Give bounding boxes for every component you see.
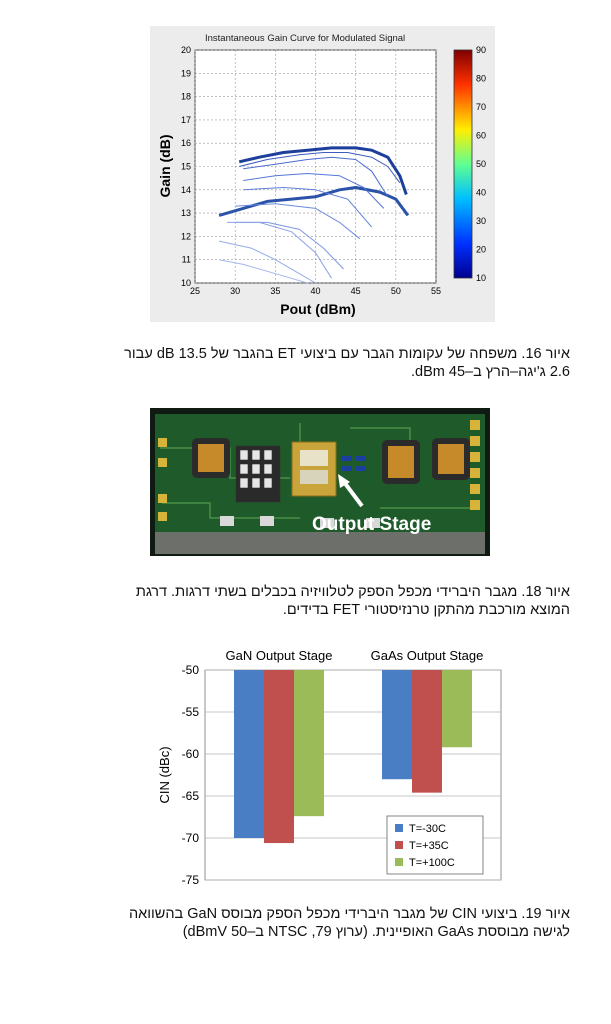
colorbar-tick-label: 70 (476, 102, 487, 112)
gain-curve-chart (150, 26, 495, 322)
colorbar-tick-label: 40 (476, 187, 487, 198)
y-tick-label: 14 (180, 184, 191, 195)
caption-line: איור 18. מגבר היברידי מכפל הספק לטלוויזיה בכבלים בשתי דרגות. דרגת (135, 584, 570, 600)
y-tick-label: 10 (180, 278, 191, 288)
amplifier-board-photo (150, 408, 490, 556)
y-tick-label: 12 (180, 231, 191, 242)
bar (412, 670, 442, 793)
y-tick-label: -55 (181, 705, 199, 719)
y-tick-label: -75 (181, 873, 199, 887)
y-tick-label: 17 (180, 114, 191, 125)
x-tick-label: 55 (430, 286, 442, 296)
y-tick-label: 16 (180, 138, 191, 149)
figure-18-caption (40, 583, 570, 619)
colorbar-tick-label: 80 (476, 73, 487, 84)
x-tick-label: 40 (310, 286, 321, 296)
colorbar-tick-label: 30 (476, 216, 487, 226)
y-tick-label: 20 (180, 45, 191, 55)
colorbar (454, 50, 472, 278)
colorbar-tick-label: 20 (476, 244, 487, 255)
colorbar-tick-label: 10 (476, 273, 487, 283)
y-tick-label: 18 (180, 91, 191, 102)
y-tick-label: 11 (181, 254, 191, 265)
legend-label: T=-30C (409, 823, 446, 835)
legend-label: T=+35C (409, 840, 449, 852)
y-tick-label: -60 (181, 747, 199, 761)
legend (387, 816, 483, 874)
bar (382, 670, 412, 779)
y-axis-label: Gain (dB) (157, 134, 173, 198)
bar (294, 670, 324, 816)
x-tick-label: 50 (390, 286, 401, 296)
category-label: GaN Output Stage (225, 648, 333, 663)
x-tick-label: 30 (230, 286, 241, 296)
x-tick-label: 45 (350, 286, 361, 296)
legend-swatch (395, 824, 403, 832)
y-tick-label: 13 (180, 208, 191, 219)
colorbar-tick-label: 50 (476, 159, 487, 169)
caption-line: 2.6 ג'יגה–הרץ ב–45 dBm. (410, 364, 570, 380)
figure-16-caption (40, 345, 570, 381)
x-tick-label: 35 (270, 286, 281, 296)
bar (264, 670, 294, 843)
inductor (432, 438, 470, 480)
caption-line: איור 19. ביצועי CIN של מגבר היברידי מכפל הספק מבוסס GaN בהשוואה (128, 906, 570, 922)
y-axis-label: CIN (dBc) (157, 746, 172, 804)
category-label: GaAs Output Stage (370, 648, 484, 663)
legend-label: T=+100C (409, 857, 455, 869)
y-tick-label: -65 (181, 789, 199, 803)
x-tick-label: 25 (189, 286, 201, 296)
capacitor-array (236, 446, 280, 502)
bar (442, 670, 472, 747)
colorbar-ticks (476, 45, 486, 283)
caption-line: לגישה מבוססת GaAs האופיינית. (ערוץ 79, NTSC ב–50 dBmV) (182, 924, 570, 940)
y-tick-label: 19 (180, 68, 191, 79)
x-axis-label: Pout (dBm) (280, 301, 356, 317)
category-labels (226, 648, 484, 663)
y-tick-label: -70 (181, 831, 199, 845)
output-stage-transistor (292, 442, 336, 496)
bar (234, 670, 264, 838)
inductor (382, 440, 420, 484)
figure-19-caption (40, 905, 570, 941)
colorbar-tick-label: 90 (476, 45, 487, 55)
metal-base (155, 532, 485, 554)
output-stage-label: Output Stage (312, 514, 432, 535)
caption-line: איור 16. משפחה של עקומות הגבר עם ביצועי ET בהגבר של 13.5 dB עבור (124, 346, 570, 362)
colorbar-tick-label: 60 (476, 130, 487, 141)
caption-line: המוצא מורכבת מהתקן טרנזיסטורי FET בדידים. (282, 602, 570, 618)
cin-bar-chart (155, 640, 505, 890)
axis-ticks (182, 663, 200, 887)
chart-title: Instantaneous Gain Curve for Modulated Signal (205, 33, 406, 44)
y-tick-label: 15 (180, 161, 191, 172)
legend-swatch (395, 841, 403, 849)
inductor (192, 438, 230, 478)
legend-swatch (395, 858, 403, 866)
y-tick-label: -50 (181, 663, 199, 677)
